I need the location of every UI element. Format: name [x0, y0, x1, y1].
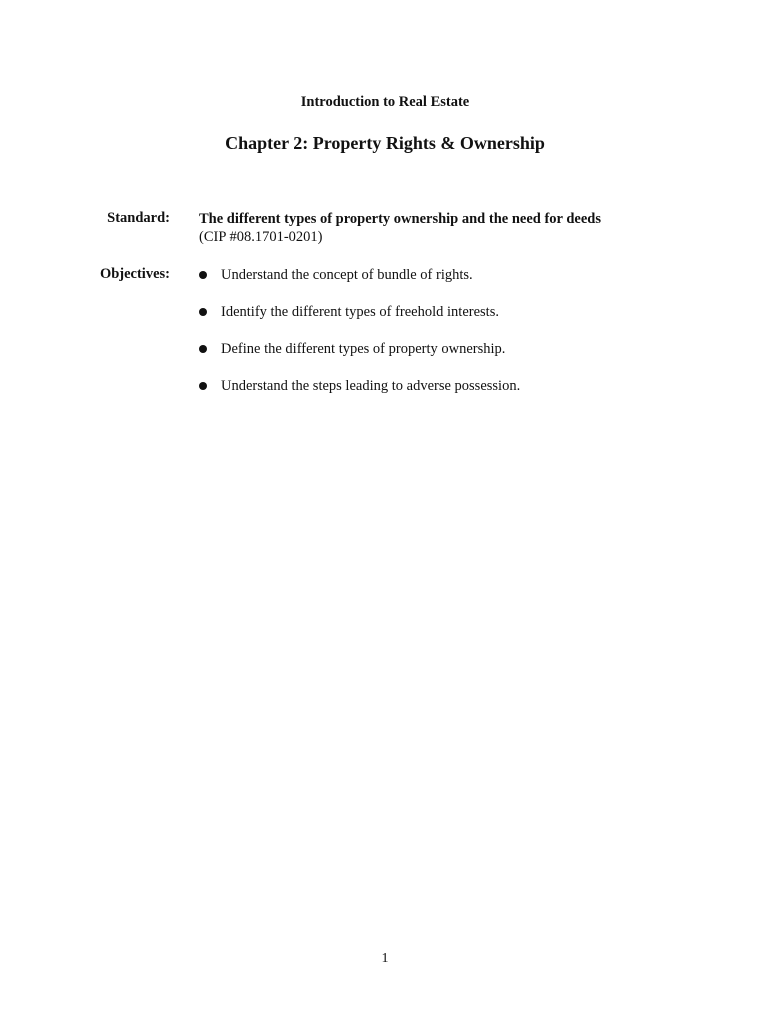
objective-item	[196, 377, 520, 414]
standard-code: (CIP #08.1701-0201)	[199, 229, 323, 245]
bullet-icon	[199, 382, 207, 390]
standard-title: The different types of property ownership and the need for deeds	[199, 211, 601, 227]
standard-description	[199, 210, 601, 246]
objective-item	[196, 340, 520, 377]
course-title: Introduction to Real Estate	[300, 94, 470, 110]
objective-text: Understand the concept of bundle of rights.	[221, 267, 473, 283]
objective-text: Define the different types of property ownership.	[221, 341, 506, 357]
objective-item	[196, 303, 520, 340]
objective-item	[196, 266, 520, 303]
chapter-title: Chapter 2: Property Rights & Ownership	[225, 133, 545, 153]
standard-label: Standard:	[107, 210, 170, 226]
objective-text: Understand the steps leading to adverse possession.	[221, 378, 521, 394]
bullet-icon	[199, 345, 207, 353]
objectives-label: Objectives:	[99, 266, 170, 282]
objective-text: Identify the different types of freehold interests.	[221, 304, 499, 320]
bullet-icon	[199, 271, 207, 279]
page-number: 1	[381, 951, 389, 966]
objectives-list	[196, 266, 520, 414]
bullet-icon	[199, 308, 207, 316]
